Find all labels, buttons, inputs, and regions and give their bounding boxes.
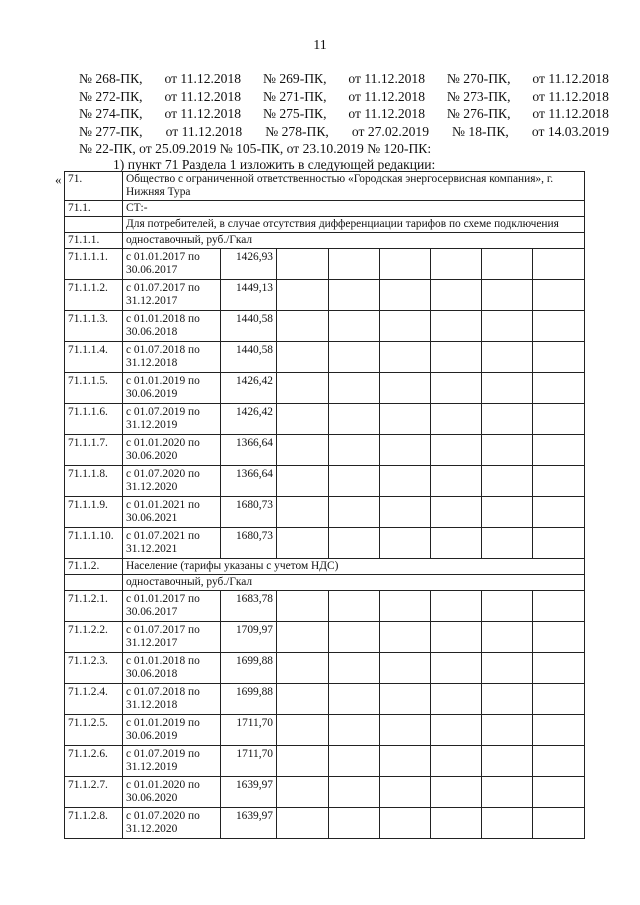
period: с 01.01.2020 по 30.06.2020 [123, 435, 221, 466]
period: с 01.01.2019 по 30.06.2019 [123, 373, 221, 404]
tariff-value: 1683,78 [221, 591, 277, 622]
empty-cell [329, 404, 380, 435]
empty-cell [482, 684, 533, 715]
empty-cell [533, 466, 585, 497]
org-row [65, 172, 585, 201]
ref-cell: от 11.12.2018 [348, 106, 426, 122]
empty-cell [482, 746, 533, 777]
tariff-row [65, 311, 585, 342]
empty-cell [431, 342, 482, 373]
tariff-table [64, 171, 585, 839]
empty-cell [380, 280, 431, 311]
empty-cell [380, 653, 431, 684]
period: с 01.07.2021 по 31.12.2021 [123, 528, 221, 559]
ref-cell: № 276-ПК, [446, 106, 511, 122]
period: с 01.01.2017 по 30.06.2017 [123, 591, 221, 622]
row-number: 71.1.1.3. [65, 311, 123, 342]
tariff-row [65, 653, 585, 684]
empty-cell [329, 746, 380, 777]
empty-cell [329, 808, 380, 839]
empty-cell [482, 497, 533, 528]
tariff-value: 1440,58 [221, 311, 277, 342]
empty-cell [277, 808, 329, 839]
tariff-row [65, 528, 585, 559]
tariff-value: 1709,97 [221, 622, 277, 653]
ref-cell: № 274-ПК, [79, 106, 143, 122]
tariff-value: 1449,13 [221, 280, 277, 311]
tariff-row [65, 622, 585, 653]
period: с 01.07.2018 по 31.12.2018 [123, 684, 221, 715]
empty-cell [380, 249, 431, 280]
period: с 01.07.2020 по 31.12.2020 [123, 466, 221, 497]
empty-cell [329, 435, 380, 466]
empty-cell [482, 249, 533, 280]
empty-cell [482, 342, 533, 373]
st-row [65, 201, 585, 217]
empty-cell [431, 466, 482, 497]
empty-cell [380, 746, 431, 777]
empty-cell [533, 715, 585, 746]
empty-cell [431, 622, 482, 653]
empty-cell [277, 715, 329, 746]
empty-cell [277, 684, 329, 715]
empty-cell [431, 404, 482, 435]
row-number: 71.1.2.1. [65, 591, 123, 622]
empty-cell [277, 591, 329, 622]
empty-cell [380, 342, 431, 373]
empty-cell [431, 249, 482, 280]
st-label: СТ:- [123, 201, 585, 217]
tariff-value: 1426,93 [221, 249, 277, 280]
tariff-row [65, 746, 585, 777]
ref-cell: от 27.02.2019 [351, 123, 430, 139]
empty-cell [380, 622, 431, 653]
period: с 01.07.2017 по 31.12.2017 [123, 280, 221, 311]
empty-cell [329, 280, 380, 311]
ref-cell: № 269-ПК, [262, 71, 327, 86]
empty-cell [329, 591, 380, 622]
empty-cell [277, 435, 329, 466]
population-label: Население (тарифы указаны с учетом НДС) [123, 559, 585, 575]
empty-cell [431, 777, 482, 808]
single-rate-row [65, 233, 585, 249]
empty-cell [533, 497, 585, 528]
empty-cell [431, 497, 482, 528]
tariff-row [65, 715, 585, 746]
empty-cell [329, 311, 380, 342]
empty-cell [380, 311, 431, 342]
empty-cell [380, 435, 431, 466]
period: с 01.07.2017 по 31.12.2017 [123, 622, 221, 653]
row-number: 71.1.1.1. [65, 249, 123, 280]
empty-cell [533, 777, 585, 808]
period: с 01.01.2017 по 30.06.2017 [123, 249, 221, 280]
tariff-value: 1366,64 [221, 435, 277, 466]
empty-cell [380, 684, 431, 715]
empty-cell [482, 715, 533, 746]
empty-cell [277, 528, 329, 559]
ref-cell: № 278-ПК, [265, 123, 329, 139]
empty-cell [329, 715, 380, 746]
ref-cell: от 11.12.2018 [165, 123, 243, 139]
ref-row [79, 88, 609, 106]
tariff-row [65, 497, 585, 528]
empty-cell [380, 528, 431, 559]
empty-cell [482, 622, 533, 653]
row-number: 71.1.1.5. [65, 373, 123, 404]
tariff-value: 1680,73 [221, 497, 277, 528]
empty-cell [329, 653, 380, 684]
empty-cell [431, 808, 482, 839]
single-rate-row [65, 575, 585, 591]
period: с 01.01.2018 по 30.06.2018 [123, 311, 221, 342]
empty-cell [277, 342, 329, 373]
empty-cell [533, 373, 585, 404]
empty-cell [277, 746, 329, 777]
ref-cell: № 277-ПК, [79, 123, 143, 139]
row-number: 71.1.1.2. [65, 280, 123, 311]
empty-cell [380, 808, 431, 839]
empty-cell [380, 777, 431, 808]
empty-cell [329, 622, 380, 653]
tariff-value: 1426,42 [221, 404, 277, 435]
population-number: 71.1.2. [65, 559, 123, 575]
ref-cell: от 11.12.2018 [164, 88, 242, 104]
org-name: Общество с ограниченной ответственностью «Городская энергосервисная компания», г. Нижняя Тура [123, 172, 585, 201]
empty-cell [431, 435, 482, 466]
period: с 01.01.2020 по 30.06.2020 [123, 777, 221, 808]
empty-cell [533, 808, 585, 839]
ref-last-line: № 22-ПК, от 25.09.2019 № 105-ПК, от 23.10.2019 № 120-ПК: [79, 141, 432, 157]
empty-cell [65, 217, 123, 233]
empty-cell [533, 684, 585, 715]
empty-cell [380, 404, 431, 435]
empty-cell [277, 249, 329, 280]
empty-cell [431, 684, 482, 715]
tariff-row [65, 342, 585, 373]
tariff-row [65, 249, 585, 280]
consumers-label: Для потребителей, в случае отсутствия дифференциации тарифов по схеме подключения [123, 217, 585, 233]
empty-cell [533, 311, 585, 342]
tariff-row [65, 280, 585, 311]
ref-cell: от 11.12.2018 [348, 71, 426, 86]
empty-cell [329, 249, 380, 280]
row-number: 71.1.1.4. [65, 342, 123, 373]
row-number: 71.1.2.5. [65, 715, 123, 746]
empty-cell [329, 466, 380, 497]
row-number: 71.1.1.8. [65, 466, 123, 497]
empty-cell [65, 575, 123, 591]
empty-cell [380, 715, 431, 746]
empty-cell [277, 466, 329, 497]
empty-cell [482, 777, 533, 808]
empty-cell [380, 497, 431, 528]
empty-cell [329, 684, 380, 715]
empty-cell [533, 435, 585, 466]
period: с 01.01.2021 по 30.06.2021 [123, 497, 221, 528]
ref-cell: № 270-ПК, [446, 71, 511, 86]
ref-row [79, 105, 609, 123]
row-number: 71.1.2.8. [65, 808, 123, 839]
empty-cell [431, 280, 482, 311]
empty-cell [533, 249, 585, 280]
empty-cell [431, 715, 482, 746]
row-number: 71.1.2.2. [65, 622, 123, 653]
empty-cell [431, 746, 482, 777]
ref-cell: № 275-ПК, [262, 106, 327, 122]
org-number: 71. [65, 172, 123, 201]
tariff-row [65, 466, 585, 497]
empty-cell [482, 373, 533, 404]
st-number: 71.1. [65, 201, 123, 217]
page-number: 11 [313, 38, 327, 53]
row-number: 71.1.2.6. [65, 746, 123, 777]
ref-cell: от 11.12.2018 [164, 71, 242, 86]
empty-cell [380, 591, 431, 622]
tariff-row [65, 373, 585, 404]
empty-cell [277, 497, 329, 528]
empty-cell [482, 653, 533, 684]
empty-cell [482, 466, 533, 497]
tariff-value: 1711,70 [221, 746, 277, 777]
empty-cell [277, 404, 329, 435]
tariff-value: 1699,88 [221, 653, 277, 684]
ref-cell: от 11.12.2018 [532, 106, 609, 122]
tariff-value: 1711,70 [221, 715, 277, 746]
tariff-value: 1639,97 [221, 777, 277, 808]
tariff-row [65, 777, 585, 808]
tariff-value: 1440,58 [221, 342, 277, 373]
ref-cell: от 14.03.2019 [531, 123, 609, 139]
empty-cell [482, 808, 533, 839]
tariff-row [65, 435, 585, 466]
empty-cell [482, 311, 533, 342]
empty-cell [431, 528, 482, 559]
empty-cell [533, 746, 585, 777]
ref-row [79, 123, 609, 141]
empty-cell [277, 653, 329, 684]
tariff-value: 1699,88 [221, 684, 277, 715]
empty-cell [277, 280, 329, 311]
ref-row [79, 70, 609, 88]
tariff-value: 1680,73 [221, 528, 277, 559]
empty-cell [533, 622, 585, 653]
empty-cell [482, 280, 533, 311]
ref-cell: от 11.12.2018 [164, 106, 242, 122]
opening-quote: « [55, 172, 62, 187]
ref-cell: от 11.12.2018 [348, 88, 426, 104]
empty-cell [277, 373, 329, 404]
empty-cell [533, 591, 585, 622]
tariff-row [65, 404, 585, 435]
period: с 01.07.2020 по 31.12.2020 [123, 808, 221, 839]
row-number: 71.1.2.7. [65, 777, 123, 808]
empty-cell [482, 528, 533, 559]
ref-cell: № 271-ПК, [262, 88, 327, 104]
population-row [65, 559, 585, 575]
empty-cell [329, 342, 380, 373]
single-rate-label: одноставочный, руб./Гкал [123, 233, 585, 249]
empty-cell [533, 528, 585, 559]
empty-cell [431, 373, 482, 404]
empty-cell [329, 528, 380, 559]
row-number: 71.1.1.7. [65, 435, 123, 466]
empty-cell [277, 777, 329, 808]
empty-cell [533, 653, 585, 684]
period: с 01.01.2019 по 30.06.2019 [123, 715, 221, 746]
row-number: 71.1.2.3. [65, 653, 123, 684]
period: с 01.07.2019 по 31.12.2019 [123, 404, 221, 435]
ref-cell: № 272-ПК, [79, 88, 143, 104]
tariff-value: 1639,97 [221, 808, 277, 839]
empty-cell [329, 373, 380, 404]
empty-cell [380, 373, 431, 404]
empty-cell [533, 280, 585, 311]
row-number: 71.1.2.4. [65, 684, 123, 715]
resolution-references [79, 70, 609, 158]
single-rate-label: одноставочный, руб./Гкал [123, 575, 585, 591]
period: с 01.01.2018 по 30.06.2018 [123, 653, 221, 684]
empty-cell [482, 435, 533, 466]
empty-cell [431, 311, 482, 342]
single-rate-number: 71.1.1. [65, 233, 123, 249]
row-number: 71.1.1.6. [65, 404, 123, 435]
ref-cell: № 268-ПК, [79, 71, 143, 86]
period: с 01.07.2018 по 31.12.2018 [123, 342, 221, 373]
empty-cell [277, 311, 329, 342]
tariff-value: 1426,42 [221, 373, 277, 404]
tariff-row [65, 808, 585, 839]
ref-cell: от 11.12.2018 [532, 71, 609, 86]
empty-cell [431, 653, 482, 684]
empty-cell [482, 404, 533, 435]
ref-cell: № 273-ПК, [446, 88, 511, 104]
row-number: 71.1.1.10. [65, 528, 123, 559]
empty-cell [329, 777, 380, 808]
amendment-point-line: 1) пункт 71 Раздела 1 изложить в следующей редакции: [113, 157, 436, 172]
tariff-value: 1366,64 [221, 466, 277, 497]
empty-cell [431, 591, 482, 622]
tariff-row [65, 684, 585, 715]
empty-cell [482, 591, 533, 622]
period: с 01.07.2019 по 31.12.2019 [123, 746, 221, 777]
empty-cell [277, 622, 329, 653]
ref-cell: от 11.12.2018 [532, 88, 609, 104]
ref-cell: № 18-ПК, [452, 123, 509, 139]
consumers-row [65, 217, 585, 233]
empty-cell [533, 342, 585, 373]
empty-cell [329, 497, 380, 528]
empty-cell [380, 466, 431, 497]
empty-cell [533, 404, 585, 435]
row-number: 71.1.1.9. [65, 497, 123, 528]
tariff-row [65, 591, 585, 622]
